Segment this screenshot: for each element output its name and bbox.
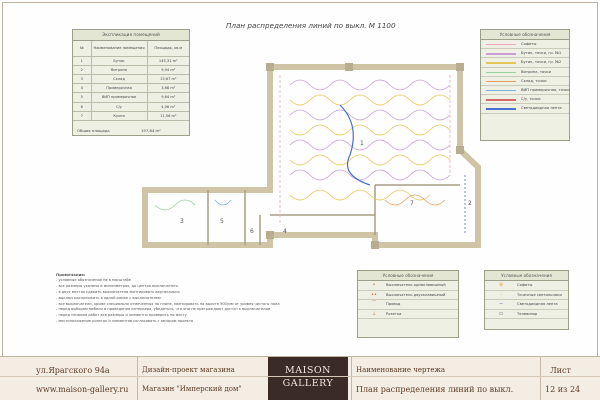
room-name: Витрина xyxy=(91,65,147,74)
legend-line-item xyxy=(481,95,569,104)
legend-switches-header: Условные обозначения xyxy=(358,271,458,281)
legend-fixtures-header: Условные обозначения xyxy=(485,271,568,281)
room-number: 4 xyxy=(73,84,91,93)
legend-soffit: ⊕ Софиты xyxy=(485,281,568,291)
notes xyxy=(56,272,306,325)
legend-line-item xyxy=(481,40,569,49)
room-label-6: 6 xyxy=(250,228,254,235)
logo-line-2: GALLERY xyxy=(282,378,334,389)
col-number: № xyxy=(73,41,91,56)
switch-1-icon: • xyxy=(372,282,376,288)
legend-line-label: С/у, точки xyxy=(521,97,541,102)
sheet-label: Лист xyxy=(550,366,571,375)
room-name: С/у xyxy=(91,102,147,111)
total-value: 197,84 m² xyxy=(141,128,161,133)
col-name: Наименование помещения xyxy=(91,41,147,56)
room-area: 145,31 m² xyxy=(147,56,189,65)
footer-divider xyxy=(351,356,352,400)
line-swatch xyxy=(486,108,516,109)
line-swatch xyxy=(486,72,516,73)
legend-led: ∼ Светодиодная лента xyxy=(485,300,568,310)
switch-2-icon: •• xyxy=(371,291,377,298)
address: ул.Ярагского 94а xyxy=(36,366,110,375)
tv-icon: ▭ xyxy=(498,310,504,317)
legend-tv: ▭ Телевизор xyxy=(485,310,568,320)
legend-spotlight: ◦ Точечные светильники xyxy=(485,291,568,301)
room-area: 11,56 m² xyxy=(147,111,189,120)
legend-line-item xyxy=(481,58,569,67)
floor-plan xyxy=(140,55,490,255)
room-number: 7 xyxy=(73,111,91,120)
soffit-icon: ⊕ xyxy=(498,282,504,288)
legend-line-item xyxy=(481,68,569,77)
note-line: - условные обозначения не в масштабе xyxy=(56,277,131,282)
room-number: 2 xyxy=(73,65,91,74)
legend-switch-2: •• Выключатель двухклавишный xyxy=(358,291,458,301)
drawing-name: План распределения линий по выкл. xyxy=(356,385,514,394)
room-label-7: 7 xyxy=(410,200,414,207)
line-swatch xyxy=(486,99,516,100)
note-line: - в двух местах сдвоить выключатели монтировать вертикально xyxy=(56,289,180,294)
room-name: Кухня xyxy=(91,111,147,120)
shop-name: Магазин "Имперский дом" xyxy=(142,385,242,393)
project-type: Дизайн-проект магазина xyxy=(142,366,235,374)
room-number: 5 xyxy=(73,93,91,102)
room-label-4: 4 xyxy=(283,228,287,235)
legend-line-item xyxy=(481,104,569,113)
line-swatch xyxy=(486,62,516,63)
led-strip-icon: ∼ xyxy=(498,301,504,307)
room-name: Примерочная xyxy=(91,84,147,93)
room-label-3: 3 xyxy=(180,218,184,225)
legend-line-label: Витрина, точки xyxy=(521,69,552,74)
legend-switch-1: • Выключатель одноклавишный xyxy=(358,281,458,291)
room-area: 9,64 m² xyxy=(147,93,189,102)
legend-line-label: Бутик, точки, гр. №1 xyxy=(521,51,562,56)
room-label-2: 2 xyxy=(468,200,472,207)
room-area: 3,68 m² xyxy=(147,84,189,93)
legend-line-item xyxy=(481,77,569,86)
room-name: Бутик xyxy=(91,56,147,65)
total-label: Общая площадь xyxy=(77,128,110,133)
note-line: - все выключатели, кроме специально отмеченных на плане, монтировать на высоте 900/мм от уровня чистого пола xyxy=(56,301,280,306)
drawing-name-label: Наименование чертежа xyxy=(356,366,446,374)
notes-title: Примечания: xyxy=(56,272,86,277)
line-swatch xyxy=(486,81,516,82)
title-block xyxy=(0,356,600,400)
col-area: Площадь, кв.м xyxy=(147,41,189,56)
room-area: 13,67 m² xyxy=(147,74,189,83)
socket-icon: ⊥ xyxy=(371,310,377,317)
footer-divider xyxy=(137,356,138,400)
room-area: 4,06 m² xyxy=(147,102,189,111)
plan-title: План распределения линий по выкл. М 1100 xyxy=(226,21,396,30)
maison-gallery-logo xyxy=(268,357,348,400)
note-line: - перед началом работ все размеры и элементы проверить по месту xyxy=(56,313,187,318)
wiring-lines xyxy=(155,75,465,235)
wire-icon: ⌒ xyxy=(371,301,377,307)
website[interactable]: www.maison-gallery.ru xyxy=(36,385,129,394)
legend-lines xyxy=(480,29,570,141)
note-line: - выключ расположить в одной рамке с выключателем xyxy=(56,295,161,300)
rooms-table-header: Экспликация помещений xyxy=(73,30,189,41)
line-swatch xyxy=(486,44,516,45)
spotlight-icon: ◦ xyxy=(499,291,503,298)
footer-divider xyxy=(540,356,541,400)
room-label-5: 5 xyxy=(220,218,224,225)
room-number: 1 xyxy=(73,56,91,65)
legend-line-label: Светодиодная лента xyxy=(521,106,562,111)
walls xyxy=(145,67,478,245)
logo-line-1: MAISON xyxy=(285,365,331,376)
legend-wire: ⌒ Провод xyxy=(358,300,458,310)
room-area: 9,94 m² xyxy=(147,65,189,74)
room-number: 6 xyxy=(73,102,91,111)
legend-line-label: Склад, точки xyxy=(521,78,547,83)
line-swatch xyxy=(486,53,516,54)
legend-line-item xyxy=(481,86,569,95)
room-name: ВИП примерочная xyxy=(91,93,147,102)
legend-switches xyxy=(357,270,459,338)
legend-line-item xyxy=(481,49,569,58)
room-name: Склад xyxy=(91,74,147,83)
legend-fixtures xyxy=(484,270,569,330)
note-line: - местоположение розеток и элементов согласовать с автором проекта xyxy=(56,319,194,324)
room-label-1: 1 xyxy=(360,140,364,147)
room-number: 3 xyxy=(73,74,91,83)
legend-line-label: Софиты xyxy=(521,42,537,46)
note-line: - перед выбором мебели и проведения интерьера, убедиться, что они не преграждают доступ к выключателям xyxy=(56,307,271,312)
note-line: - все размеры указаны в миллиметрах, до центра выключателя xyxy=(56,283,178,288)
footer-row-divider xyxy=(0,376,600,377)
legend-lines-header: Условные обозначения xyxy=(481,30,569,40)
line-swatch xyxy=(486,90,516,91)
sheet-number: 12 из 24 xyxy=(545,385,581,394)
legend-line-label: Бутик, точки, гр. №2 xyxy=(521,60,562,65)
legend-socket: ⊥ Розетка xyxy=(358,310,458,320)
legend-line-label: ВИП примерочная, точки xyxy=(521,87,570,92)
